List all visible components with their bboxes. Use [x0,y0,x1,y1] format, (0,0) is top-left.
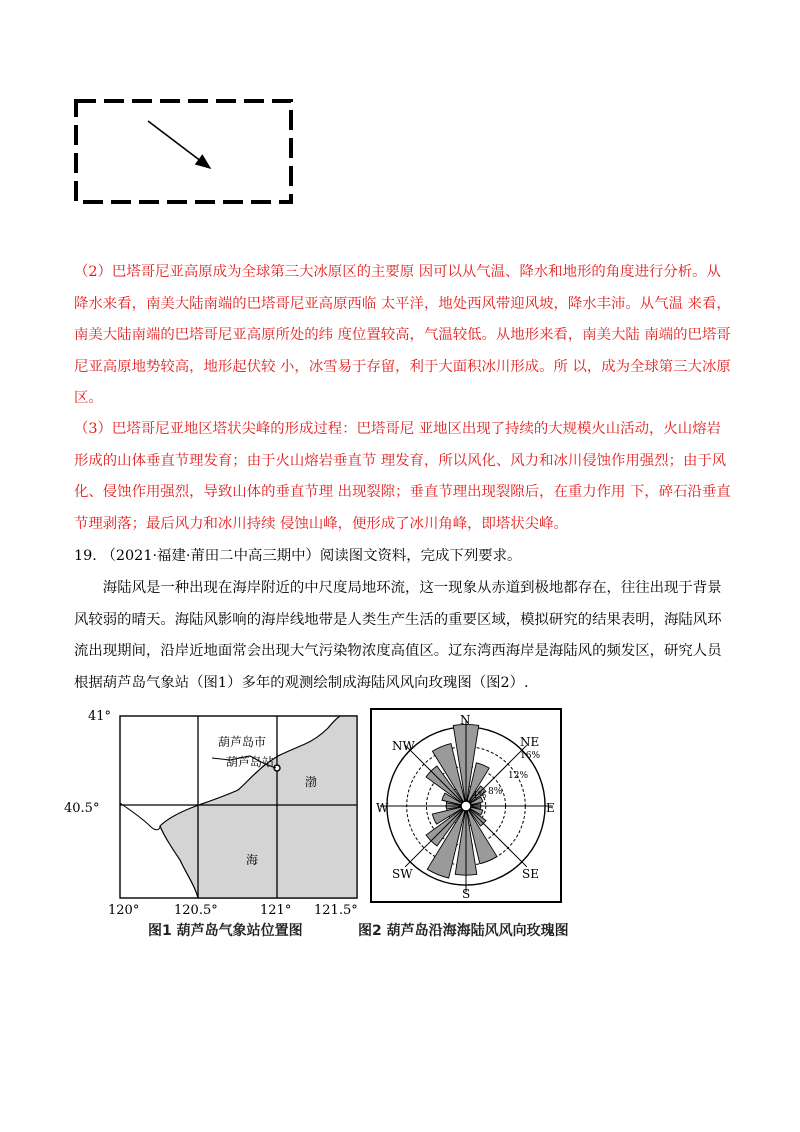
dir-sw-label: SW [392,867,413,881]
figure-2-wind-rose [370,708,562,904]
lon-121-label: 121° [260,903,292,918]
station-label: 葫芦岛站 [226,755,275,769]
figure-1-caption: 图1 葫芦岛气象站位置图 [148,923,303,939]
dir-e-label: E [546,801,555,815]
dashed-border [76,101,291,202]
ring-label-16: 16% [520,751,541,761]
dir-n-label: N [460,713,471,727]
lon-120-5-label: 120.5° [174,903,218,918]
answer-part-2: （2）巴塔哥尼亚高原成为全球第三大冰原区的主要原 因可以从气温、降水和地形的角度进行分析。从降水来看，南美大陆南端的巴塔哥尼亚高原西临 太平洋，地处西风带迎风坡，降水丰沛。从气温 来看，南美大陆南端的巴塔哥尼亚高原所处的纬 度位置较高，气温较低。从地形来看，南美大陆 南端的巴塔哥尼亚高原地势较高，地形起伏较 小，冰雪易于存留，利于大面积冰川形成。所 以，成为全球第三大冰原区。 [74,264,731,406]
dir-se-label: SE [522,867,539,881]
dashed-box-diagram [0,0,800,230]
sea-label-a: 渤 [305,775,318,789]
dir-ne-label: NE [520,735,540,749]
ring-label-4: 4% [472,791,487,801]
lat-41-label: 41° [88,709,112,724]
figure-2-caption: 图2 葫芦岛沿海海陆风风向玫瑰图 [358,923,569,939]
sea-label-b: 海 [246,853,259,867]
answer-part-3: （3）巴塔哥尼亚地区塔状尖峰的形成过程：巴塔哥尼 亚地区出现了持续的大规模火山活动，火山熔岩 形成的山体垂直节理发育；由于火山熔岩垂直节 理发育，所以风化、风力和冰川侵蚀作用强烈；由于风化、侵蚀作用强烈，导致山体的垂直节理 出现裂隙；垂直节理出现裂隙后，在重力作用 下，碎石沿垂直节理剥落；最后风力和冰川持续 侵蚀山峰，便形成了冰川角峰，即塔状尖峰。 [74,421,731,532]
lon-121-5-label: 121.5° [314,903,358,918]
lon-120-label: 120° [108,903,140,918]
dir-w-label: W [376,801,389,815]
figure-1-map [64,708,370,920]
lat-40-5-label: 40.5° [64,801,100,816]
rose-center [461,801,471,811]
dir-s-label: S [462,887,471,901]
question-body: 海陆风是一种出现在海岸附近的中尺度局地环流，这一现象从赤道到极地都存在，往往出现于背景风较弱的晴天。海陆风影响的海岸线地带是人类生产生活的重要区域，模拟研究的结果表明，海陆风环流出现期间，沿岸近地面常会出现大气污染物浓度高值区。辽东湾西海岸是海陆风的频发区，研究人员根据葫芦岛气象站（图1）多年的观测绘制成海陆风风向玫瑰图（图2）. [74,580,722,691]
question-header: 19. （2021·福建·莆田二中高三期中）阅读图文资料，完成下列要求。 [74,548,522,564]
arrow-icon [148,121,210,168]
ring-label-12: 12% [508,771,529,781]
dir-nw-label: NW [392,739,415,753]
city-label: 葫芦岛市 [218,735,267,749]
ring-label-8: 8% [488,787,503,797]
